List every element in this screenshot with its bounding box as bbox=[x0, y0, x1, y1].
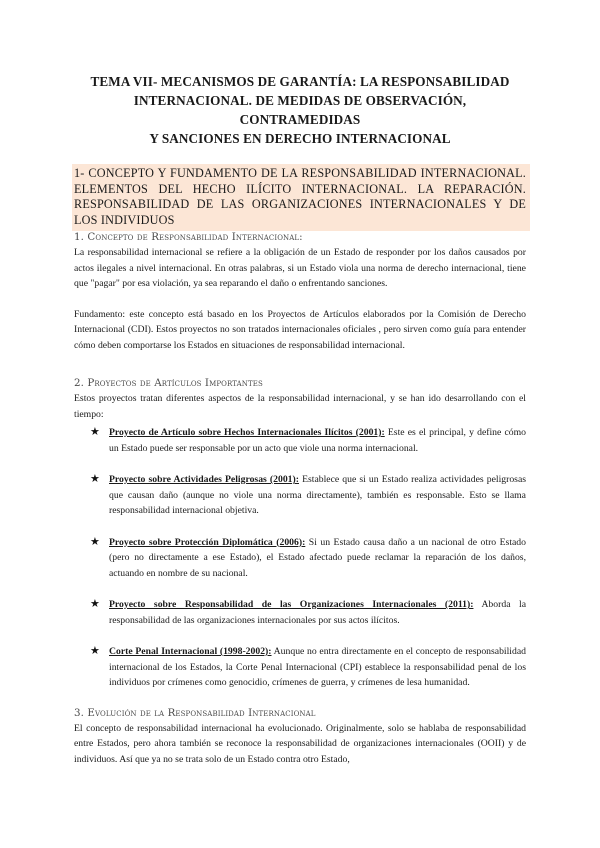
list-item-label: Proyecto sobre Responsabilidad de las Organizaciones Internacionales (2011): bbox=[109, 599, 474, 610]
section-heading: 1- CONCEPTO Y FUNDAMENTO DE LA RESPONSABILIDAD INTERNACIONAL. ELEMENTOS DEL HECHO ILÍCITO INTERNACIONAL. LA REPARACIÓN. RESPONSABILIDAD DE LAS ORGANIZACIONES INTERNACIONALES Y DE LOS INDIVIDUOS bbox=[72, 164, 530, 231]
list-item bbox=[90, 597, 527, 628]
list-item-text: Este es el principal, y define cómo un Estado puede ser responsable por un acto que viole una norma internacional. bbox=[109, 427, 526, 454]
list-item bbox=[90, 425, 526, 456]
star-bullet-icon: ★ bbox=[90, 598, 100, 610]
proyectos-list bbox=[74, 425, 526, 691]
list-item bbox=[90, 535, 526, 582]
title-line: INTERNACIONAL. DE MEDIDAS DE OBSERVACIÓN, CONTRAMEDIDAS bbox=[133, 93, 467, 127]
star-bullet-icon: ★ bbox=[90, 473, 100, 485]
list-item-label: Corte Penal Internacional (1998-2002): bbox=[109, 646, 272, 657]
subheading-evolucion: 3. Evolución de la Responsabilidad Internacional bbox=[74, 706, 316, 719]
star-bullet-icon: ★ bbox=[90, 426, 100, 438]
paragraph-fundamento: Fundamento: este concepto está basado en los Proyectos de Artículos elaborados por la Comisión de Derecho Internacional (CDI). Estos proyectos no son tratados internacionales oficiales , pero sirven como guía para entender cómo deben comportarse los Estados en situaciones de responsabilidad internacional. bbox=[74, 308, 526, 351]
list-item bbox=[90, 644, 526, 691]
list-item-text: Aunque no entra directamente en el concepto de responsabilidad internacional de los Estados, la Corte Penal Internacional (CPI) establece la responsabilidad penal de los individuos por crímenes como genocidio, crímenes de guerra, y crímenes de lesa humanidad. bbox=[109, 646, 526, 688]
list-item-label: Proyecto sobre Actividades Peligrosas (2001): bbox=[109, 474, 299, 485]
paragraph-concepto: La responsabilidad internacional se refiere a la obligación de un Estado de responder por los daños causados por actos ilegales a nivel internacional. En otras palabras, si un Estado viola una norma de derecho internacional, tiene que "pagar" por esa violación, ya sea reparando el daño o enfrentando sanciones. bbox=[74, 247, 526, 289]
document-title bbox=[74, 72, 526, 148]
list-item-text: Establece que si un Estado realiza actividades peligrosas que causan daño (aunque no viole una norma directamente), también es responsable. Esto se llama responsabilidad internacional objetiva. bbox=[109, 474, 527, 516]
star-bullet-icon: ★ bbox=[90, 535, 100, 548]
list-item-text: Si un Estado causa daño a un nacional de otro Estado (pero no directamente a ese Estado), el Estado afectado puede reclamar la reparación de los daños, actuando en nombre de su nacional. bbox=[109, 536, 526, 579]
subheading-concepto: 1. Concepto de Responsabilidad Internacional: bbox=[74, 231, 303, 243]
paragraph-evolucion: El concepto de responsabilidad internacional ha evolucionado. Originalmente, solo se hablaba de responsabilidad entre Estados, pero ahora también se reconoce la responsabilidad de organizaciones internacionales (OOII) y de individuos. Así que ya no se trata solo de un Estado contra otro Estado, bbox=[74, 722, 526, 765]
paragraph-proyectos-intro: Estos proyectos tratan diferentes aspectos de la responsabilidad internacional, y se han ido desarrollando con el tiempo: bbox=[74, 393, 526, 420]
subheading-proyectos: 2. Proyectos de Artículos Importantes bbox=[74, 377, 263, 389]
list-item-label: Proyecto sobre Protección Diplomática (2006): bbox=[109, 536, 306, 548]
title-line: Y SANCIONES EN DERECHO INTERNACIONAL bbox=[149, 131, 451, 146]
title-line: TEMA VII- MECANISMOS DE GARANTÍA: LA RESPONSABILIDAD bbox=[90, 74, 510, 89]
list-item-label: Proyecto de Artículo sobre Hechos Internacionales Ilícitos (2001): bbox=[109, 427, 385, 438]
list-item-text: Aborda la responsabilidad de las organizaciones internacionales por sus actos ilícitos. bbox=[109, 599, 527, 626]
list-item bbox=[90, 472, 527, 519]
star-bullet-icon: ★ bbox=[90, 645, 100, 657]
